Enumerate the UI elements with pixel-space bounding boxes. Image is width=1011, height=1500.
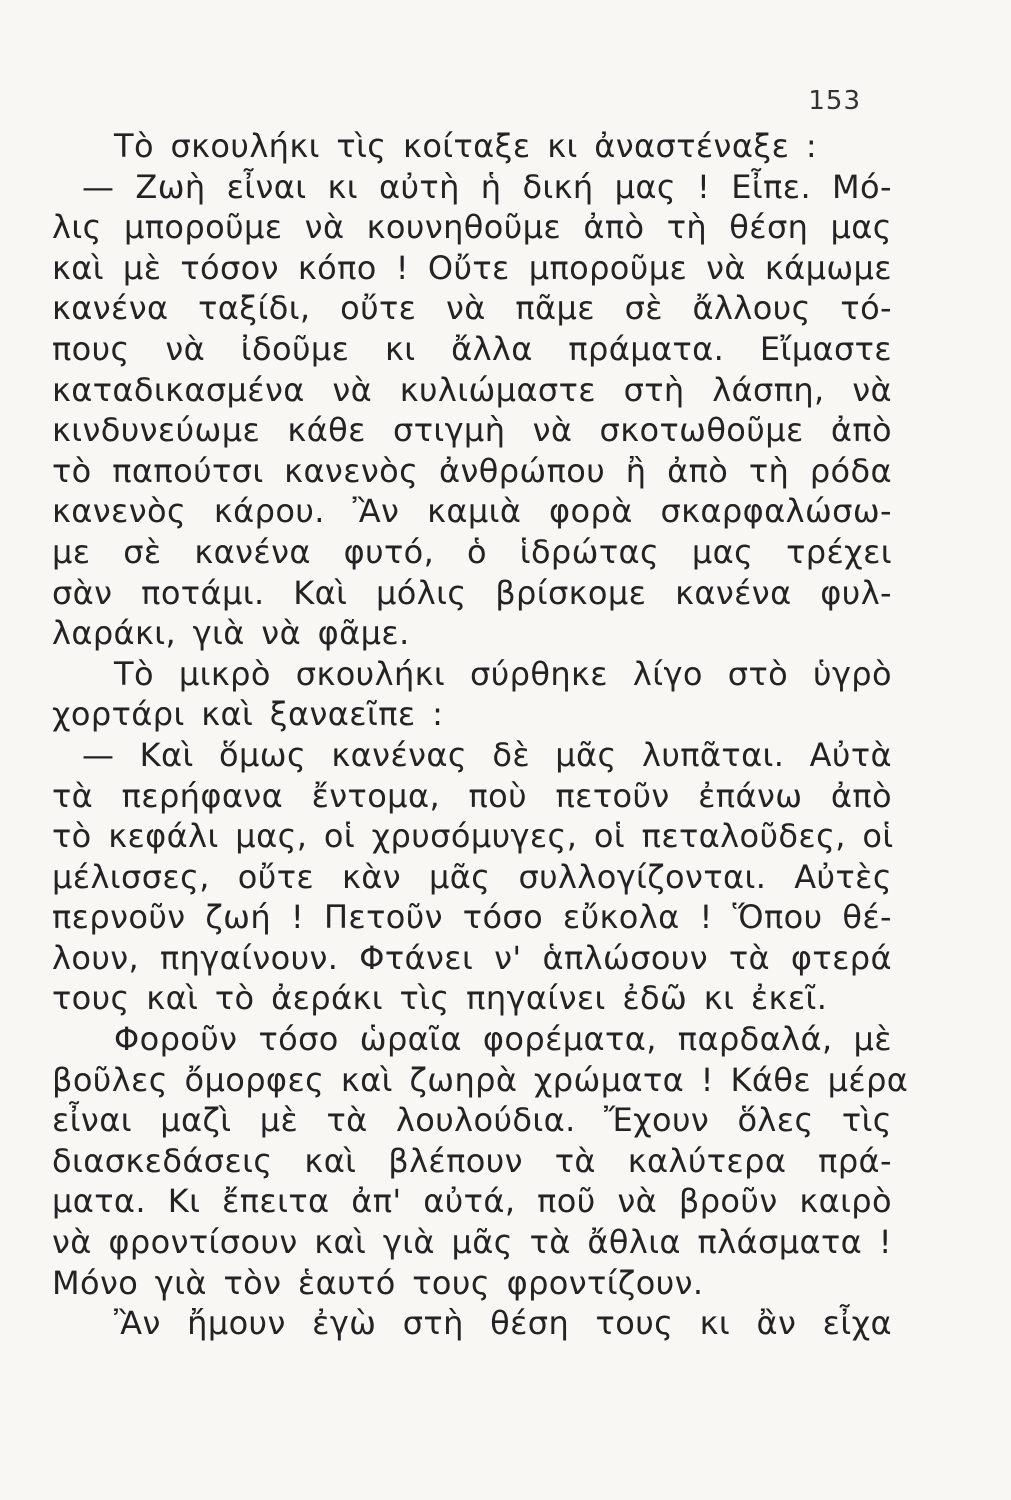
- text-line: τὸ παπούτσι κανενὸς ἀνθρώπου ἢ ἀπὸ τὴ ρόδα: [52, 451, 892, 490]
- text-line: ματα. Κι ἔπειτα ἀπ' αὐτά, ποῦ νὰ βροῦν καιρὸ: [52, 1182, 892, 1221]
- text-line: λις μποροῦμε νὰ κουνηθοῦμε ἀπὸ τὴ θέση μας: [52, 208, 892, 247]
- page-number: 153: [808, 86, 861, 116]
- text-line: νὰ φροντίσουν καὶ γιὰ μᾶς τὰ ἄθλια πλάσματα !: [52, 1223, 892, 1262]
- text-line: καταδικασμένα νὰ κυλιώμαστε στὴ λάσπη, νὰ: [52, 370, 892, 409]
- body-text: [52, 126, 909, 1344]
- text-line: κανένα ταξίδι, οὔτε νὰ πᾶμε σὲ ἄλλους τό-: [52, 289, 892, 328]
- text-line: Μόνο γιὰ τὸν ἑαυτό τους φροντίζουν.: [52, 1263, 704, 1302]
- text-line: Ἂν ἤμουν ἐγὼ στὴ θέση τους κι ἂν εἶχα: [114, 1304, 892, 1343]
- text-line: τὰ περήφανα ἔντομα, ποὺ πετοῦν ἐπάνω ἀπὸ: [52, 776, 892, 815]
- text-line: — Καὶ ὅμως κανένας δὲ μᾶς λυπᾶται. Αὐτὰ: [82, 735, 892, 774]
- text-line: πους νὰ ἰδοῦμε κι ἄλλα πράματα. Εἴμαστε: [52, 329, 892, 368]
- text-line: λαράκι, γιὰ νὰ φᾶμε.: [52, 614, 410, 653]
- text-line: Τὸ σκουλήκι τὶς κοίταξε κι ἀναστέναξε :: [114, 127, 818, 165]
- text-line: σὰν ποτάμι. Καὶ μόλις βρίσκομε κανένα φυλ-: [52, 573, 892, 612]
- text-line: κινδυνεύωμε κάθε στιγμὴ νὰ σκοτωθοῦμε ἀπὸ: [52, 411, 892, 450]
- text-line: εἶναι μαζὶ μὲ τὰ λουλούδια. Ἔχουν ὅλες τὶς: [52, 1101, 892, 1140]
- text-line: τους καὶ τὸ ἀεράκι τὶς πηγαίνει ἐδῶ κι ἐκεῖ.: [52, 979, 828, 1018]
- text-line: καὶ μὲ τόσον κόπο ! Οὔτε μποροῦμε νὰ κάμωμε: [52, 248, 892, 287]
- text-line: λουν, πηγαίνουν. Φτάνει ν' ἁπλώσουν τὰ φτερά: [52, 938, 892, 977]
- text-line: βοῦλες ὄμορφες καὶ ζωηρὰ χρώματα ! Κάθε μέρα: [52, 1060, 909, 1099]
- text-line: — Ζωὴ εἶναι κι αὐτὴ ἡ δική μας ! Εἶπε. Μό-: [82, 167, 892, 206]
- text-line: τὸ κεφάλι μας, οἱ χρυσόμυγες, οἱ πεταλοῦδες, οἱ: [52, 817, 894, 856]
- text-line: περνοῦν ζωή ! Πετοῦν τόσο εὔκολα ! Ὅπου θέ-: [52, 898, 892, 937]
- text-line: μέλισσες, οὔτε κὰν μᾶς συλλογίζονται. Αὐτὲς: [52, 857, 892, 896]
- text-line: χορτάρι καὶ ξαναεῖπε :: [52, 695, 444, 734]
- text-line: με σὲ κανένα φυτό, ὁ ἱδρώτας μας τρέχει: [52, 532, 892, 571]
- text-line: Τὸ μικρὸ σκουλήκι σύρθηκε λίγο στὸ ὑγρὸ: [114, 654, 892, 693]
- text-line: Φοροῦν τόσο ὡραῖα φορέματα, παρδαλά, μὲ: [114, 1020, 892, 1059]
- text-line: κανενὸς κάρου. Ἂν καμιὰ φορὰ σκαρφαλώσω-: [52, 492, 892, 531]
- text-line: διασκεδάσεις καὶ βλέπουν τὰ καλύτερα πρά-: [52, 1141, 892, 1180]
